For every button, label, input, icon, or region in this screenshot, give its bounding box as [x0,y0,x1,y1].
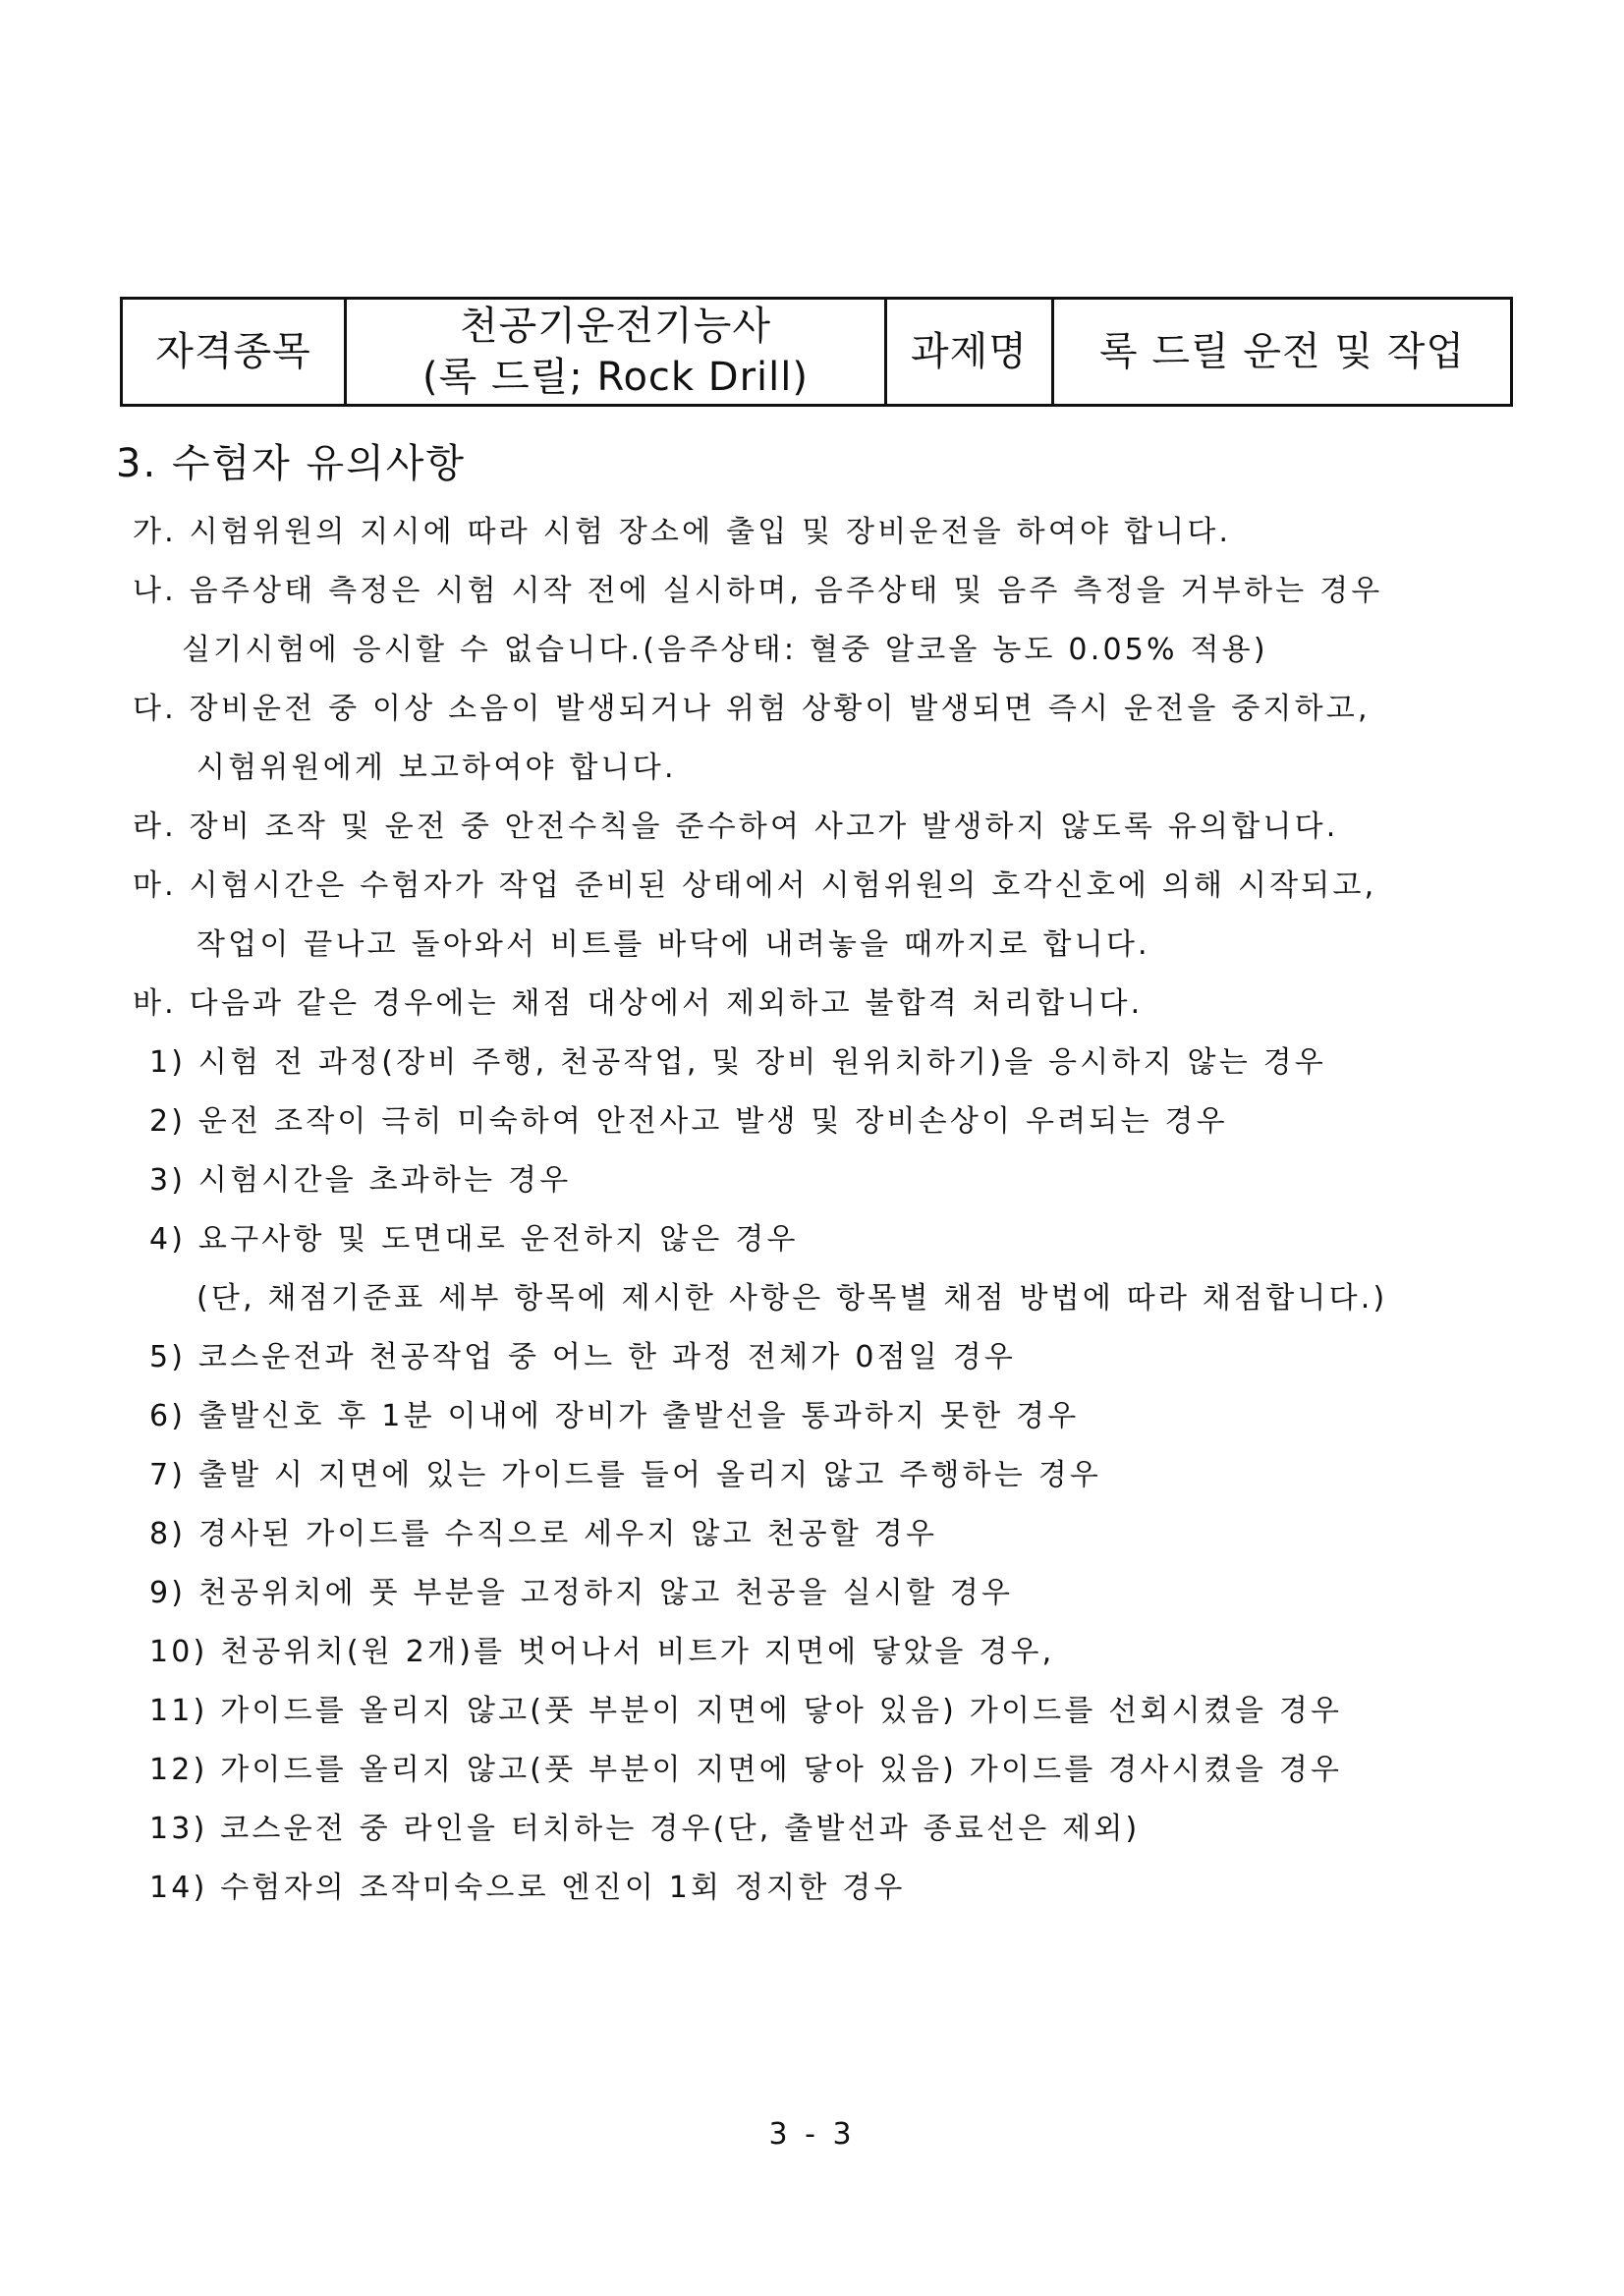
list-item: 2) 운전 조작이 극히 미숙하여 안전사고 발생 및 장비손상이 우려되는 경우 [149,1104,1228,1139]
list-item: 다. 장비운전 중 이상 소음이 발생되거나 위험 상황이 발생되면 즉시 운전을 중지하고, [133,692,1371,726]
list-item: 바. 다음과 같은 경우에는 채점 대상에서 제외하고 불합격 처리합니다. [133,986,1144,1021]
task-name: 록 드릴 운전 및 작업 [1099,329,1465,374]
section-title: 3. 수험자 유의사항 [116,441,467,486]
list-item: 라. 장비 조작 및 운전 중 안전수칙을 준수하여 사고가 발생하지 않도록 유의합니다. [133,810,1339,844]
qualification-name: 천공기운전기능사 [459,304,772,349]
list-item: 작업이 끝나고 돌아와서 비트를 바닥에 내려놓을 때까지로 합니다. [196,927,1150,962]
list-item: 마. 시험시간은 수험자가 작업 준비된 상태에서 시험위원의 호각신호에 의해 시작되고, [133,868,1377,903]
list-item: (단, 채점기준표 세부 항목에 제시한 사항은 항목별 채점 방법에 따라 채점합니다.) [196,1281,1388,1316]
list-item: 6) 출발신호 후 1분 이내에 장비가 출발선을 통과하지 못한 경우 [149,1399,1080,1433]
qualification-value-cell [347,300,887,404]
list-item: 나. 음주상태 측정은 시험 시작 전에 실시하며, 음주상태 및 음주 측정을 거부하는 경우 [133,574,1383,608]
task-label: 과제명 [911,329,1028,374]
task-value-cell [1054,300,1510,404]
page-number: 3 - 3 [768,2117,856,2152]
list-item: 가. 시험위원의 지시에 따라 시험 장소에 출입 및 장비운전을 하여야 합니다. [133,515,1232,549]
list-item: 4) 요구사항 및 도면대로 운전하지 않은 경우 [149,1222,799,1257]
list-item: 13) 코스운전 중 라인을 터치하는 경우(단, 출발선과 종료선은 제외) [149,1812,1141,1846]
list-item: 1) 시험 전 과정(장비 주행, 천공작업, 및 장비 원위치하기)을 응시하지 않는 경우 [149,1045,1326,1080]
list-item: 7) 출발 시 지면에 있는 가이드를 들어 올리지 않고 주행하는 경우 [149,1458,1102,1492]
list-item: 14) 수험자의 조작미숙으로 엔진이 1회 정지한 경우 [149,1871,906,1905]
list-item: 8) 경사된 가이드를 수직으로 세우지 않고 천공할 경우 [149,1517,938,1551]
list-item: 11) 가이드를 올리지 않고(풋 부분이 지면에 닿아 있음) 가이드를 선회시켰을 경우 [149,1694,1343,1728]
list-item: 3) 시험시간을 초과하는 경우 [149,1163,572,1198]
qualification-subname: (록 드릴; Rock Drill) [422,355,809,400]
qualification-label: 자격종목 [155,329,311,374]
task-label-cell [887,300,1054,404]
list-item: 실기시험에 응시할 수 없습니다.(음주상태: 혈중 알코올 농도 0.05% 적용) [182,633,1268,667]
list-item: 9) 천공위치에 풋 부분을 고정하지 않고 천공을 실시할 경우 [149,1576,1014,1610]
list-item: 12) 가이드를 올리지 않고(풋 부분이 지면에 닿아 있음) 가이드를 경사시켰을 경우 [149,1753,1343,1787]
list-item: 시험위원에게 보고하여야 합니다. [196,751,677,785]
list-item: 5) 코스운전과 천공작업 중 어느 한 과정 전체가 0점일 경우 [149,1340,1017,1374]
header-table [120,297,1513,407]
list-item: 10) 천공위치(원 2개)를 벗어나서 비트가 지면에 닿았을 경우, [149,1635,1055,1669]
qualification-label-cell [123,300,347,404]
